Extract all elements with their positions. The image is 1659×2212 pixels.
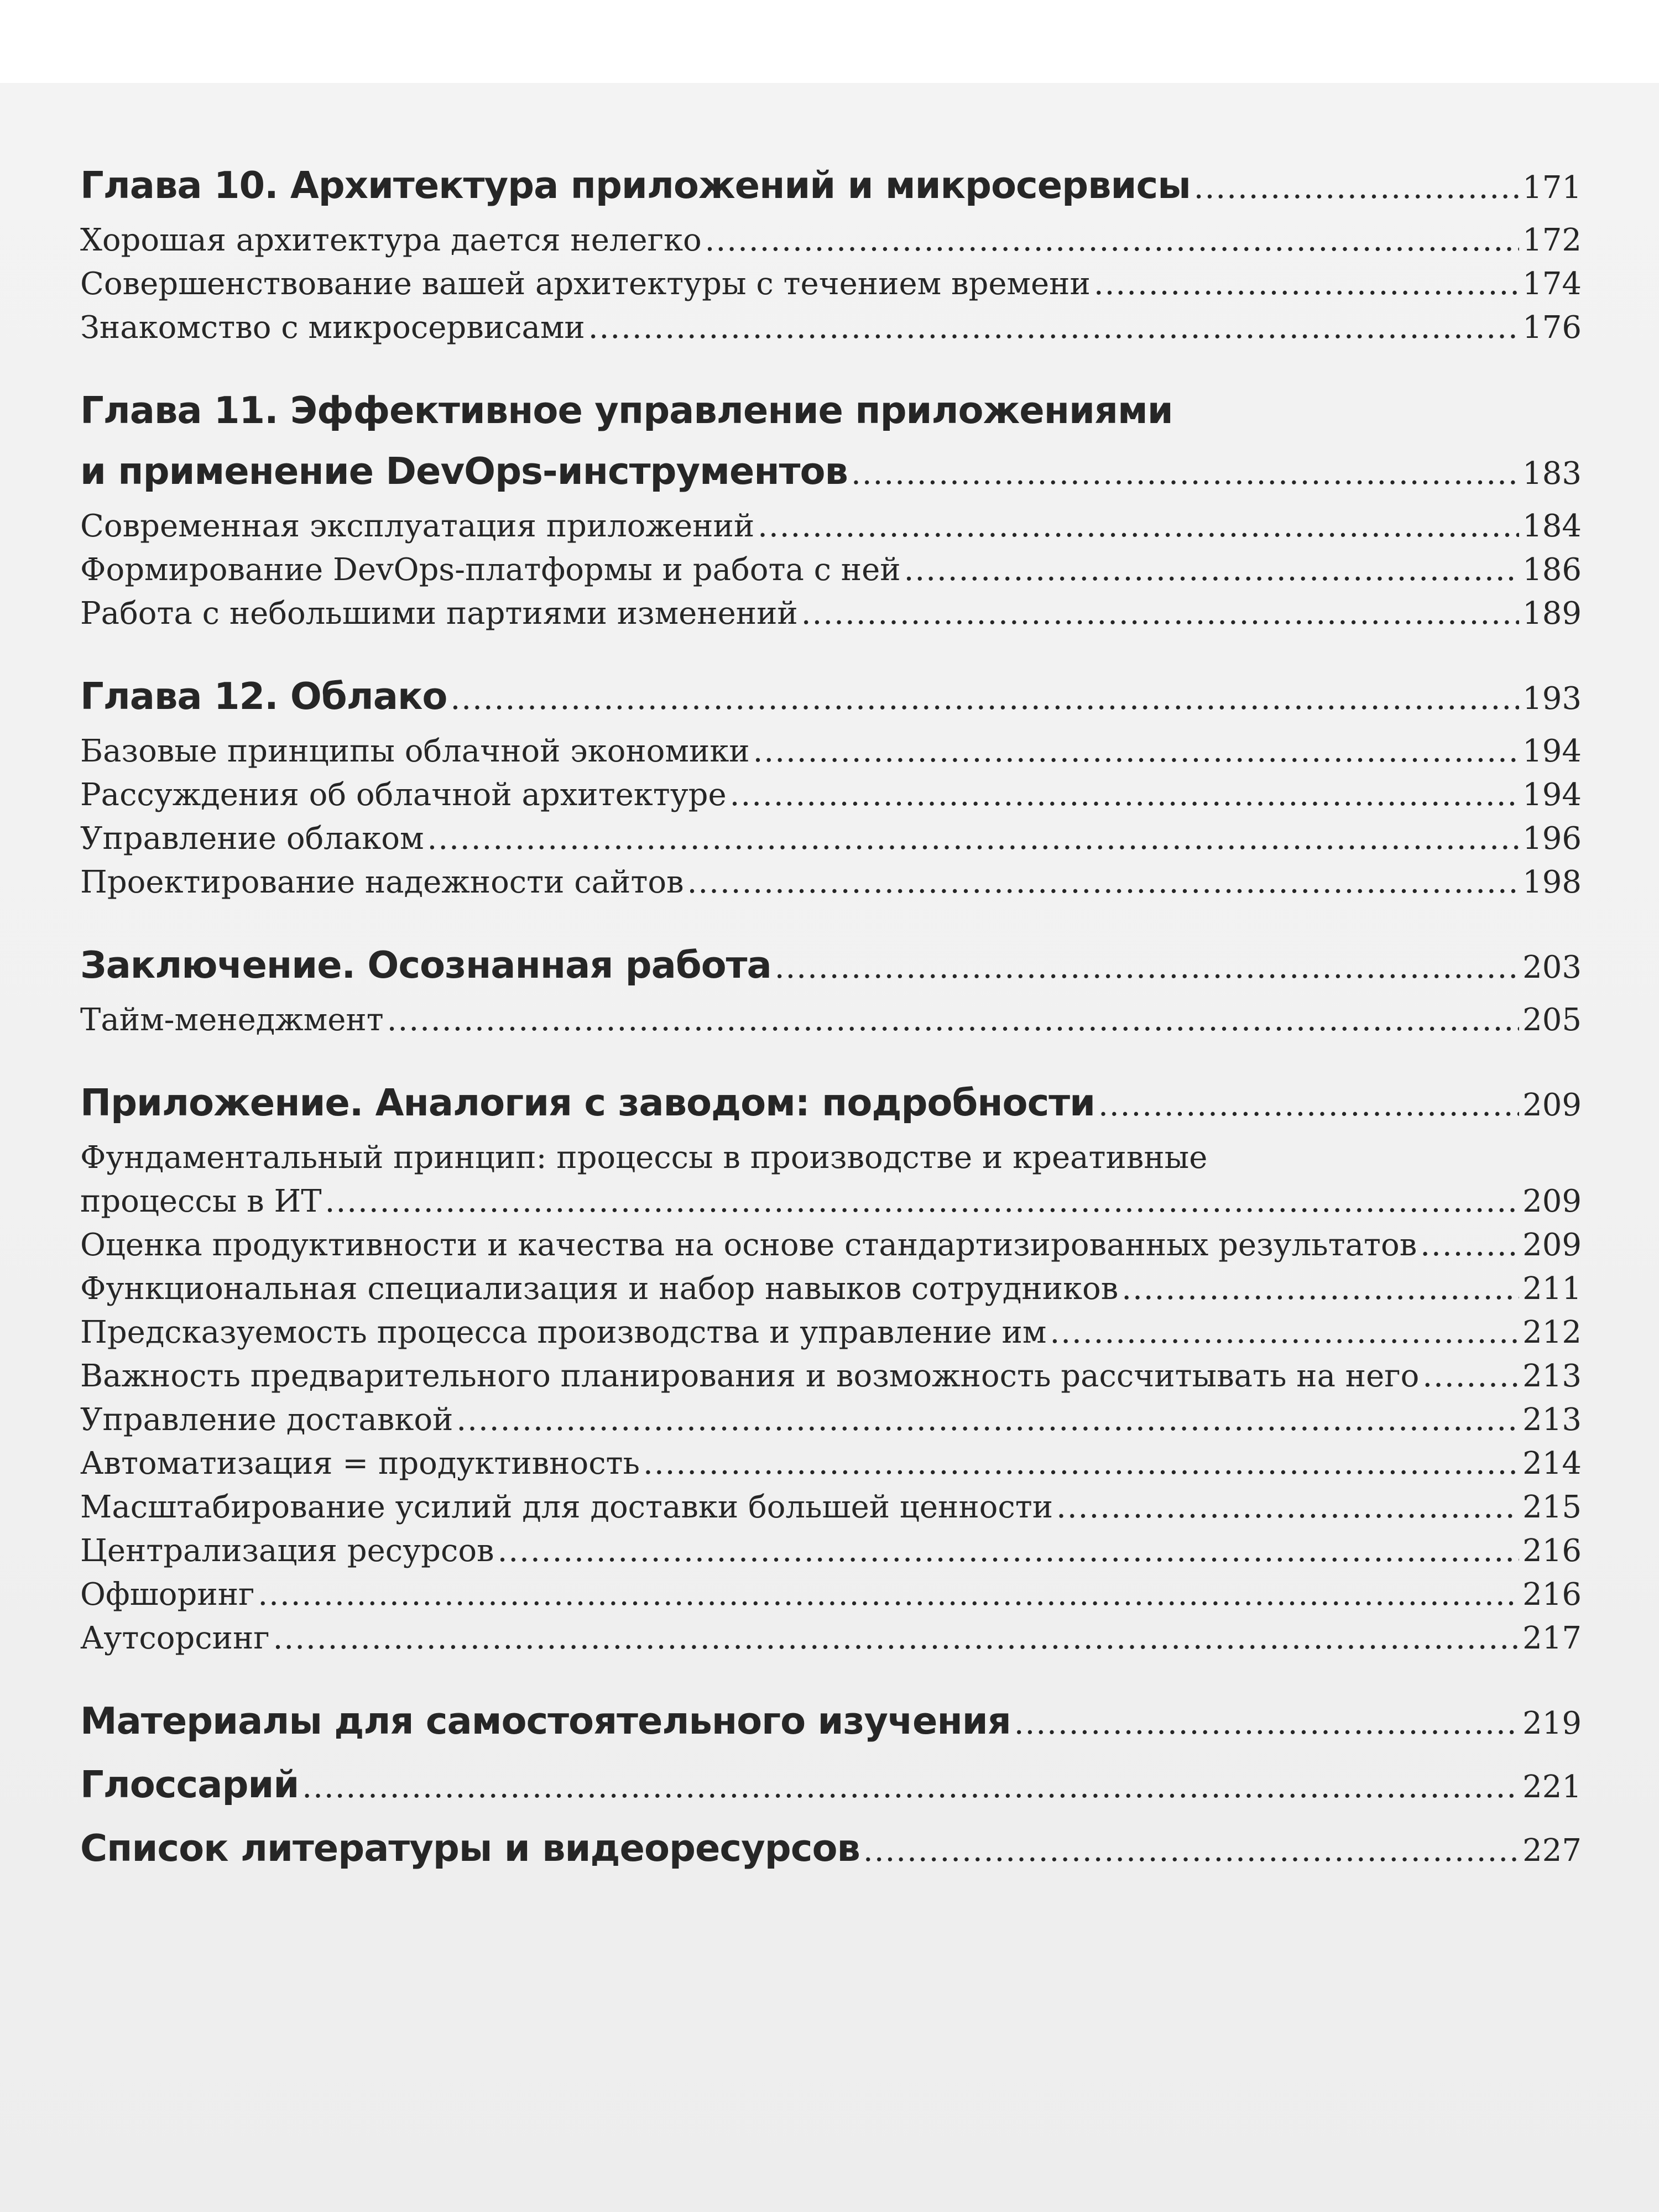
page-number: 203: [1522, 950, 1582, 985]
page-number: 198: [1522, 864, 1582, 900]
dot-leader: [1056, 1485, 1519, 1529]
page-number: 227: [1522, 1833, 1582, 1869]
section-title: Хорошая архитектура дается нелегко: [80, 222, 702, 258]
section-entry: [80, 1573, 1582, 1616]
section-entry: [80, 306, 1582, 349]
section-title: Важность предварительного планирования и возможность рассчитывать на него: [80, 1358, 1420, 1394]
section-entry: [80, 998, 1582, 1042]
chapter-title: Глава 12. Облако: [80, 675, 447, 718]
dot-leader: [450, 666, 1519, 729]
page-number: 213: [1522, 1402, 1582, 1438]
section-title: Управление облаком: [80, 821, 424, 857]
dot-leader: [456, 1398, 1519, 1442]
page-number: 194: [1522, 777, 1582, 813]
section-title: Проектирование надежности сайтов: [80, 864, 684, 900]
page-number: 189: [1522, 596, 1582, 632]
section-entry: [80, 504, 1582, 548]
page-number: 211: [1522, 1271, 1582, 1307]
dot-leader: [851, 441, 1519, 504]
section-title: Знакомство с микросервисами: [80, 310, 585, 346]
dot-leader: [325, 1180, 1519, 1223]
chapter-title: Материалы для самостоятельного изучения: [80, 1699, 1011, 1743]
dot-leader: [643, 1442, 1519, 1485]
dot-leader: [753, 729, 1520, 773]
page-number: 171: [1522, 170, 1582, 206]
section-entry: [80, 1267, 1582, 1311]
section-entry: [80, 1398, 1582, 1442]
section-title: Масштабирование усилий для доставки большей ценности: [80, 1489, 1053, 1525]
page-number: 186: [1522, 552, 1582, 588]
section-entry: [80, 729, 1582, 773]
section-title: Базовые принципы облачной экономики: [80, 733, 750, 769]
chapter-10-entry: [80, 155, 1582, 218]
section-entry: [80, 1223, 1582, 1267]
dot-leader: [1422, 1354, 1519, 1398]
dot-leader: [498, 1529, 1520, 1573]
dot-leader: [687, 860, 1520, 904]
section-entry: [80, 218, 1582, 262]
section-title: Тайм-менеджмент: [80, 1002, 384, 1038]
section-entry: [80, 1529, 1582, 1573]
section-entry: [80, 592, 1582, 635]
section-entry: [80, 1485, 1582, 1529]
section-title: Предсказуемость процесса производства и управление им: [80, 1314, 1047, 1350]
dot-leader: [863, 1818, 1519, 1881]
page-number: 193: [1522, 681, 1582, 717]
section-entry: [80, 1616, 1582, 1660]
section-entry: [80, 262, 1582, 306]
glossary-entry: [80, 1754, 1582, 1818]
page-number: 176: [1522, 310, 1582, 346]
page-number: 212: [1522, 1314, 1582, 1350]
page-number: 216: [1522, 1577, 1582, 1613]
table-of-contents: [80, 155, 1582, 1881]
section-title: Работа с небольшими партиями изменений: [80, 596, 798, 632]
section-entry: [80, 773, 1582, 817]
dot-leader: [1098, 1072, 1519, 1136]
page-number: 183: [1522, 456, 1582, 492]
section-title: Автоматизация = продуктивность: [80, 1446, 640, 1481]
chapter-title: Глоссарий: [80, 1763, 299, 1806]
conclusion-entry: [80, 935, 1582, 998]
dot-leader: [904, 548, 1520, 592]
dot-leader: [1194, 155, 1519, 218]
page-number: 215: [1522, 1489, 1582, 1525]
section-title: Аутсорсинг: [80, 1620, 270, 1656]
section-title: Централизация ресурсов: [80, 1533, 494, 1569]
section-entry: [80, 860, 1582, 904]
chapter-title: Глава 10. Архитектура приложений и микросервисы: [80, 164, 1191, 207]
page-number: 196: [1522, 821, 1582, 857]
page-number: 214: [1522, 1446, 1582, 1481]
chapter-title: Список литературы и видеоресурсов: [80, 1827, 860, 1870]
page-number: 209: [1522, 1227, 1582, 1263]
top-margin: [0, 0, 1659, 83]
chapter-11-entry: [80, 441, 1582, 504]
section-entry: [80, 817, 1582, 860]
section-title: Офшоринг: [80, 1577, 255, 1613]
page-number: 205: [1522, 1002, 1582, 1038]
section-entry: [80, 1442, 1582, 1485]
section-title: Управление доставкой: [80, 1402, 453, 1438]
page-number: 213: [1522, 1358, 1582, 1394]
dot-leader: [758, 504, 1519, 548]
page-number: 209: [1522, 1183, 1582, 1219]
dot-leader: [1420, 1223, 1519, 1267]
section-entry: [80, 1180, 1582, 1223]
materials-entry: [80, 1691, 1582, 1754]
page-number: 209: [1522, 1087, 1582, 1123]
section-title: Оценка продуктивности и качества на основе стандартизированных результатов: [80, 1227, 1417, 1263]
dot-leader: [705, 218, 1519, 262]
chapter-title: и применение DevOps-инструментов: [80, 450, 848, 493]
appendix-entry: [80, 1072, 1582, 1136]
chapter-title: Заключение. Осознанная работа: [80, 943, 771, 987]
dot-leader: [427, 817, 1520, 860]
section-title: Совершенствование вашей архитектуры с течением времени: [80, 266, 1091, 302]
dot-leader: [1050, 1311, 1519, 1354]
section-title: Формирование DevOps-платформы и работа с ней: [80, 552, 901, 588]
chapter-title: Приложение. Аналогия с заводом: подробности: [80, 1081, 1095, 1124]
page-number: 194: [1522, 733, 1582, 769]
section-entry: [80, 1311, 1582, 1354]
page-number: 184: [1522, 508, 1582, 544]
dot-leader: [1121, 1267, 1519, 1311]
dot-leader: [588, 306, 1519, 349]
dot-leader: [1094, 262, 1519, 306]
chapter-11-title-line1: Глава 11. Эффективное управление приложениями: [80, 389, 1173, 432]
section-entry: [80, 548, 1582, 592]
dot-leader: [258, 1573, 1519, 1616]
page-number: 216: [1522, 1533, 1582, 1569]
references-entry: [80, 1818, 1582, 1881]
page-number: 172: [1522, 222, 1582, 258]
section-entry: [80, 1354, 1582, 1398]
dot-leader: [302, 1754, 1519, 1818]
page-number: 219: [1522, 1705, 1582, 1741]
dot-leader: [730, 773, 1519, 817]
section-title: Рассуждения об облачной архитектуре: [80, 777, 727, 813]
section-title: процессы в ИТ: [80, 1183, 322, 1219]
page-number: 217: [1522, 1620, 1582, 1656]
dot-leader: [1014, 1691, 1519, 1754]
dot-leader: [775, 935, 1519, 998]
page-number: 221: [1522, 1769, 1582, 1805]
chapter-12-entry: [80, 666, 1582, 729]
section-title: Современная эксплуатация приложений: [80, 508, 755, 544]
dot-leader: [801, 592, 1519, 635]
dot-leader: [387, 998, 1519, 1042]
page-number: 174: [1522, 266, 1582, 302]
section-title-line1: Фундаментальный принцип: процессы в производстве и креативные: [80, 1140, 1208, 1176]
section-title: Функциональная специализация и набор навыков сотрудников: [80, 1271, 1119, 1307]
dot-leader: [273, 1616, 1519, 1660]
